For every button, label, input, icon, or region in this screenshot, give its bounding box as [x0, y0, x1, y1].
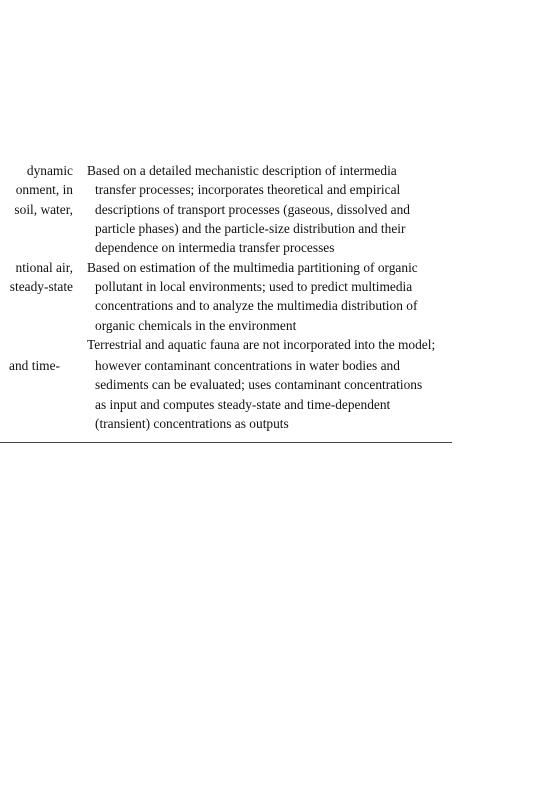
right-cell-line: concentrations and to analyze the multimedia distribution of — [95, 298, 418, 313]
left-cell-line: onment, in — [15, 182, 73, 197]
right-cell-line: as input and computes steady-state and time-dependent — [95, 397, 391, 412]
left-cell-line: dynamic — [26, 163, 73, 178]
right-cell-line: Based on a detailed mechanistic description of intermedia — [87, 163, 397, 178]
left-cell-line: and time- — [9, 358, 60, 373]
right-cell-line: descriptions of transport processes (gaseous, dissolved and — [95, 202, 410, 217]
right-cell-line: pollutant in local environments; used to predict multimedia — [95, 279, 413, 294]
right-cell-line: particle phases) and the particle-size distribution and their — [95, 221, 406, 236]
left-cell-line: steady-state — [9, 279, 73, 294]
right-cell-line: Based on estimation of the multimedia partitioning of organic — [87, 260, 418, 275]
left-cell-line: soil, water, — [14, 202, 73, 217]
right-cell-line: Terrestrial and aquatic fauna are not incorporated into the model; — [87, 337, 436, 352]
right-cell-line: organic chemicals in the environment — [95, 318, 297, 333]
right-cell-line: sediments can be evaluated; uses contaminant concentrations — [95, 377, 423, 392]
right-cell-line: however contaminant concentrations in water bodies and — [95, 358, 400, 373]
left-cell-line: ntional air, — [15, 260, 73, 275]
right-cell-line: (transient) concentrations as outputs — [95, 416, 289, 431]
right-cell-line: transfer processes; incorporates theoretical and empirical — [95, 182, 401, 197]
right-cell-line: dependence on intermedia transfer processes — [95, 240, 335, 255]
table-bottom-rule — [0, 442, 452, 443]
